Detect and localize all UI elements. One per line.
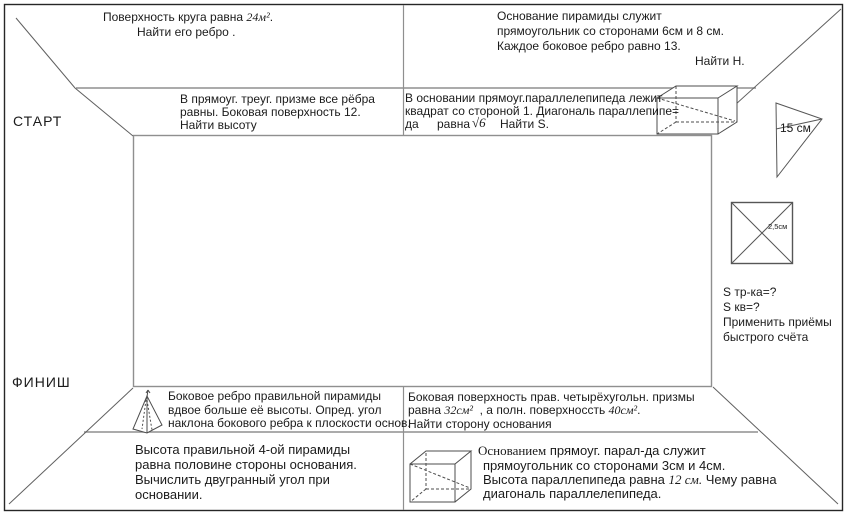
task-parallelepiped-diagonal-value: 12 см. <box>668 472 703 487</box>
outer-frame <box>5 5 843 511</box>
square-side-label: 2,5см <box>768 222 788 231</box>
task-prism-height-line2: равны. Боковая поверхность 12. <box>180 105 361 119</box>
task-cube-surface-line2: Найти его ребро . <box>137 25 236 39</box>
task-prism-side-line1: Боковая поверхность прав. четырёхугольн. призмы <box>408 390 695 404</box>
task-pyramid-height-line2: прямоугольник со сторонами 6см и 8 см. <box>497 24 725 38</box>
task-cube-surface-text: Поверхность круга равна <box>103 10 244 24</box>
task-pyramid-height-line3: Каждое боковое ребро равно 13. <box>497 39 681 53</box>
task-pyramid-dihedral-line1: Высота правильной 4-ой пирамиды <box>135 442 351 457</box>
task-pyramid-height-line1: Основание пирамиды служит <box>497 9 662 23</box>
inner-frame <box>134 136 712 387</box>
right-panel-task-line2: быстрого счёта <box>723 330 809 344</box>
right-panel-question2: S кв=? <box>723 300 760 314</box>
task-prism-side-line2 <box>408 404 640 417</box>
task-pyramid-dihedral-line4: основании. <box>135 487 203 502</box>
task-parallelepiped-s-line1: В основании прямоуг.параллелепипеда лежит <box>405 91 663 105</box>
task-parallelepiped-diagonal-line3 <box>483 473 777 486</box>
task-prism-side-text2: , а полн. поверхноссть <box>479 403 606 417</box>
task-prism-height-line1: В прямоуг. треуг. призме все рёбра <box>180 92 375 106</box>
task-pyramid-dihedral-line2: равна половине стороны основания. <box>135 457 357 472</box>
pyramid-icon <box>133 390 162 433</box>
triangle-side-label: 15 см <box>780 121 811 135</box>
right-panel-question1: S тр-ка=? <box>723 285 777 299</box>
parallelepiped-icon-bottom <box>410 451 471 502</box>
task-parallelepiped-s-line2: квадрат со стороной 1. Диагональ параллепипе= <box>405 104 680 118</box>
task-prism-side-line3: Найти сторону основания <box>408 417 552 431</box>
task-parallelepiped-diagonal-rest: прямоуг. парал-да служит <box>549 443 706 458</box>
task-parallelepiped-diagonal-line1 <box>478 444 706 457</box>
task-parallelepiped-s-line3-word2: равна <box>437 117 471 131</box>
task-parallelepiped-diagonal-serif-word: Основанием <box>478 443 547 458</box>
task-pyramid-angle-line3: наклона бокового ребра к плоскости основ. <box>168 416 411 430</box>
task-parallelepiped-diagonal-text2: Чему равна <box>705 472 777 487</box>
square-figure <box>732 203 793 264</box>
task-prism-height-line3: Найти высоту <box>180 118 257 132</box>
finish-label: ФИНИШ <box>12 374 71 390</box>
diagonal-bottom-left <box>9 388 133 504</box>
task-parallelepiped-s-line3-math: √6 <box>472 115 486 130</box>
task-parallelepiped-s-line3-word1: да <box>405 117 419 131</box>
task-prism-side-text1: равна <box>408 403 442 417</box>
task-parallelepiped-s-line3-word3: Найти S. <box>500 117 549 131</box>
task-parallelepiped-diagonal-line4: диагональ параллелепипеда. <box>483 486 662 501</box>
task-pyramid-angle-line1: Боковое ребро правильной пирамиды <box>168 389 381 403</box>
task-pyramid-height-line4: Найти Н. <box>695 54 745 68</box>
task-parallelepiped-diagonal-text1: Высота параллепипеда равна <box>483 472 665 487</box>
task-prism-side-value2: 40см² <box>608 403 638 417</box>
task-prism-side-value1: 32см² <box>444 403 473 417</box>
task-parallelepiped-diagonal-line2: прямоугольник со сторонами 3см и 4см. <box>483 458 726 473</box>
triangle-figure <box>776 103 822 177</box>
right-panel-task-line1: Применить приёмы <box>723 315 832 329</box>
task-cube-surface-value: 24м² <box>246 10 270 24</box>
task-cube-surface-period: . <box>269 10 274 24</box>
task-pyramid-angle-line2: вдвое больше её высоты. Опред. угол <box>168 403 382 417</box>
start-label: СТАРТ <box>13 113 63 129</box>
task-pyramid-dihedral-line3: Вычислить двугранный угол при <box>135 472 330 487</box>
task-prism-side-text3: . <box>637 403 641 417</box>
task-cube-surface-line1 <box>103 11 273 24</box>
